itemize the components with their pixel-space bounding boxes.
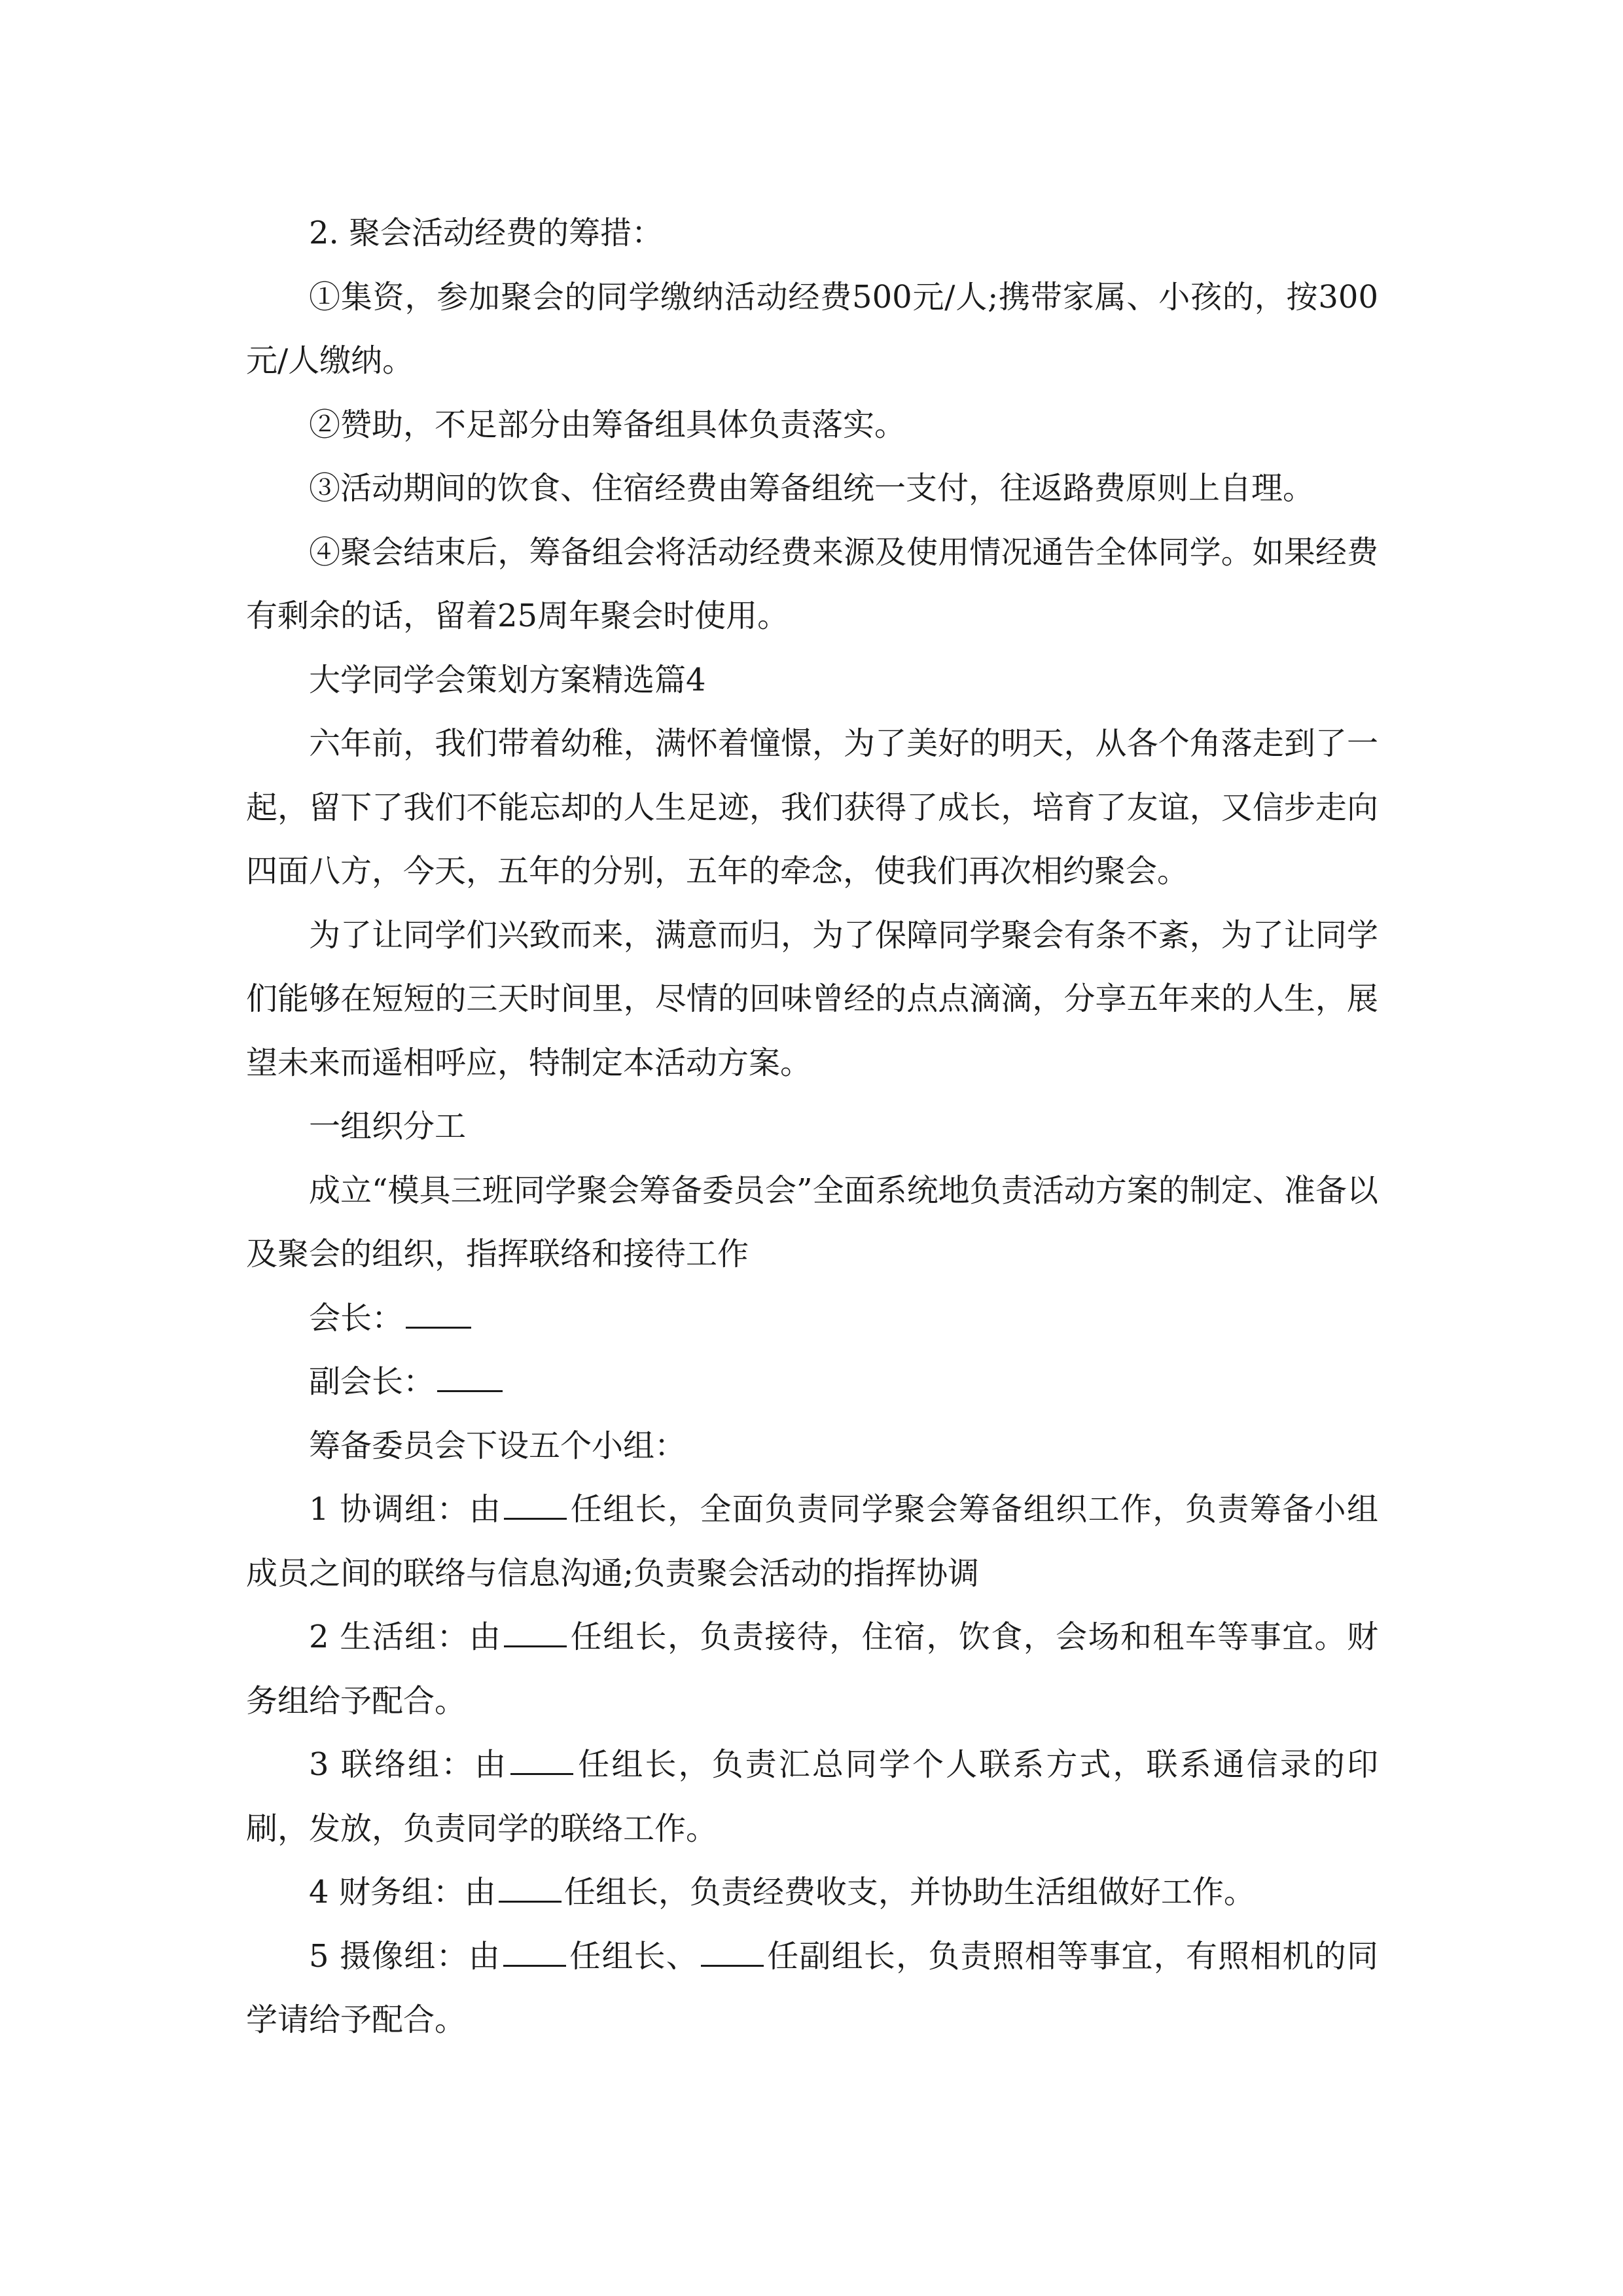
president-line	[246, 1287, 1378, 1351]
funding-item-3: ③活动期间的饮食、住宿经费由筹备组统一支付，往返路费原则上自理。	[309, 470, 1315, 507]
group-coordination	[246, 1478, 1378, 1605]
org-committee: 成立“模具三班同学聚会筹备委员会”全面系统地负责活动方案的制定、准备以及聚会的组织，指挥联络和接待工作	[246, 1172, 1378, 1272]
funding-heading: 2. 聚会活动经费的筹措：	[309, 215, 664, 251]
org-heading: 一组织分工	[309, 1108, 467, 1145]
group-middle: 任组长、	[569, 1937, 699, 1975]
leader-blank	[504, 1492, 567, 1520]
group-prefix: 5 摄像组：由	[309, 1937, 501, 1975]
group-prefix: 3 联络组：由	[309, 1746, 508, 1783]
president-label: 会长：	[309, 1299, 404, 1336]
leader-blank	[499, 1874, 562, 1903]
group-finance	[246, 1861, 1378, 1925]
leader-blank	[503, 1939, 566, 1967]
group-prefix: 4 财务组：由	[309, 1874, 496, 1910]
group-description: 任组长，全面负责同学聚会筹备组织工作，负责筹备小组成员之间的联络与信息沟通;负责聚会活动的指挥协调	[246, 1491, 1378, 1592]
leader-blank	[504, 1619, 567, 1647]
deputy-leader-blank	[701, 1939, 764, 1967]
vice-president-label: 副会长：	[309, 1363, 435, 1400]
group-liaison	[246, 1733, 1378, 1861]
intro-paragraph-2: 为了让同学们兴致而来，满意而归，为了保障同学聚会有条不紊，为了让同学们能够在短短的三天时间里，尽情的回味曾经的点点滴滴，分享五年来的人生，展望未来而遥相呼应，特制定本活动方案。	[246, 916, 1378, 1081]
document-body	[246, 202, 1378, 2053]
vice-president-blank	[437, 1364, 503, 1392]
group-description: 任组长，负责汇总同学个人联系方式，联系通信录的印刷，发放，负责同学的联络工作。	[246, 1746, 1378, 1847]
group-living	[246, 1605, 1378, 1733]
vice-president-line	[246, 1350, 1378, 1414]
group-description: 任副组长，负责照相等事宜，有照相机的同学请给予配合。	[246, 1937, 1378, 2038]
funding-item-2: ②赞助，不足部分由筹备组具体负责落实。	[309, 406, 906, 443]
group-prefix: 2 生活组：由	[309, 1619, 502, 1655]
funding-item-1: ①集资，参加聚会的同学缴纳活动经费500元/人;携带家属、小孩的，按300元/人缴纳。	[246, 278, 1378, 379]
group-description: 任组长，负责经费收支，并协助生活组做好工作。	[563, 1874, 1255, 1910]
groups-intro: 筹备委员会下设五个小组：	[309, 1427, 687, 1464]
group-description: 任组长，负责接待，住宿，饮食，会场和租车等事宜。财务组给予配合。	[246, 1619, 1378, 1719]
president-blank	[406, 1300, 471, 1329]
intro-paragraph-1: 六年前，我们带着幼稚，满怀着憧憬，为了美好的明天，从各个角落走到了一起，留下了我们不能忘却的人生足迹，我们获得了成长，培育了友谊，又信步走向四面八方，今天，五年的分别，五年的牵念，使我们再次相约聚会。	[246, 725, 1378, 889]
funding-item-4: ④聚会结束后，筹备组会将活动经费来源及使用情况通告全体同学。如果经费有剩余的话，留着25周年聚会时使用。	[246, 533, 1378, 634]
leader-blank	[510, 1747, 573, 1775]
group-prefix: 1 协调组：由	[309, 1491, 502, 1528]
section-title: 大学同学会策划方案精选篇4	[309, 661, 706, 698]
group-photography	[246, 1925, 1378, 2053]
